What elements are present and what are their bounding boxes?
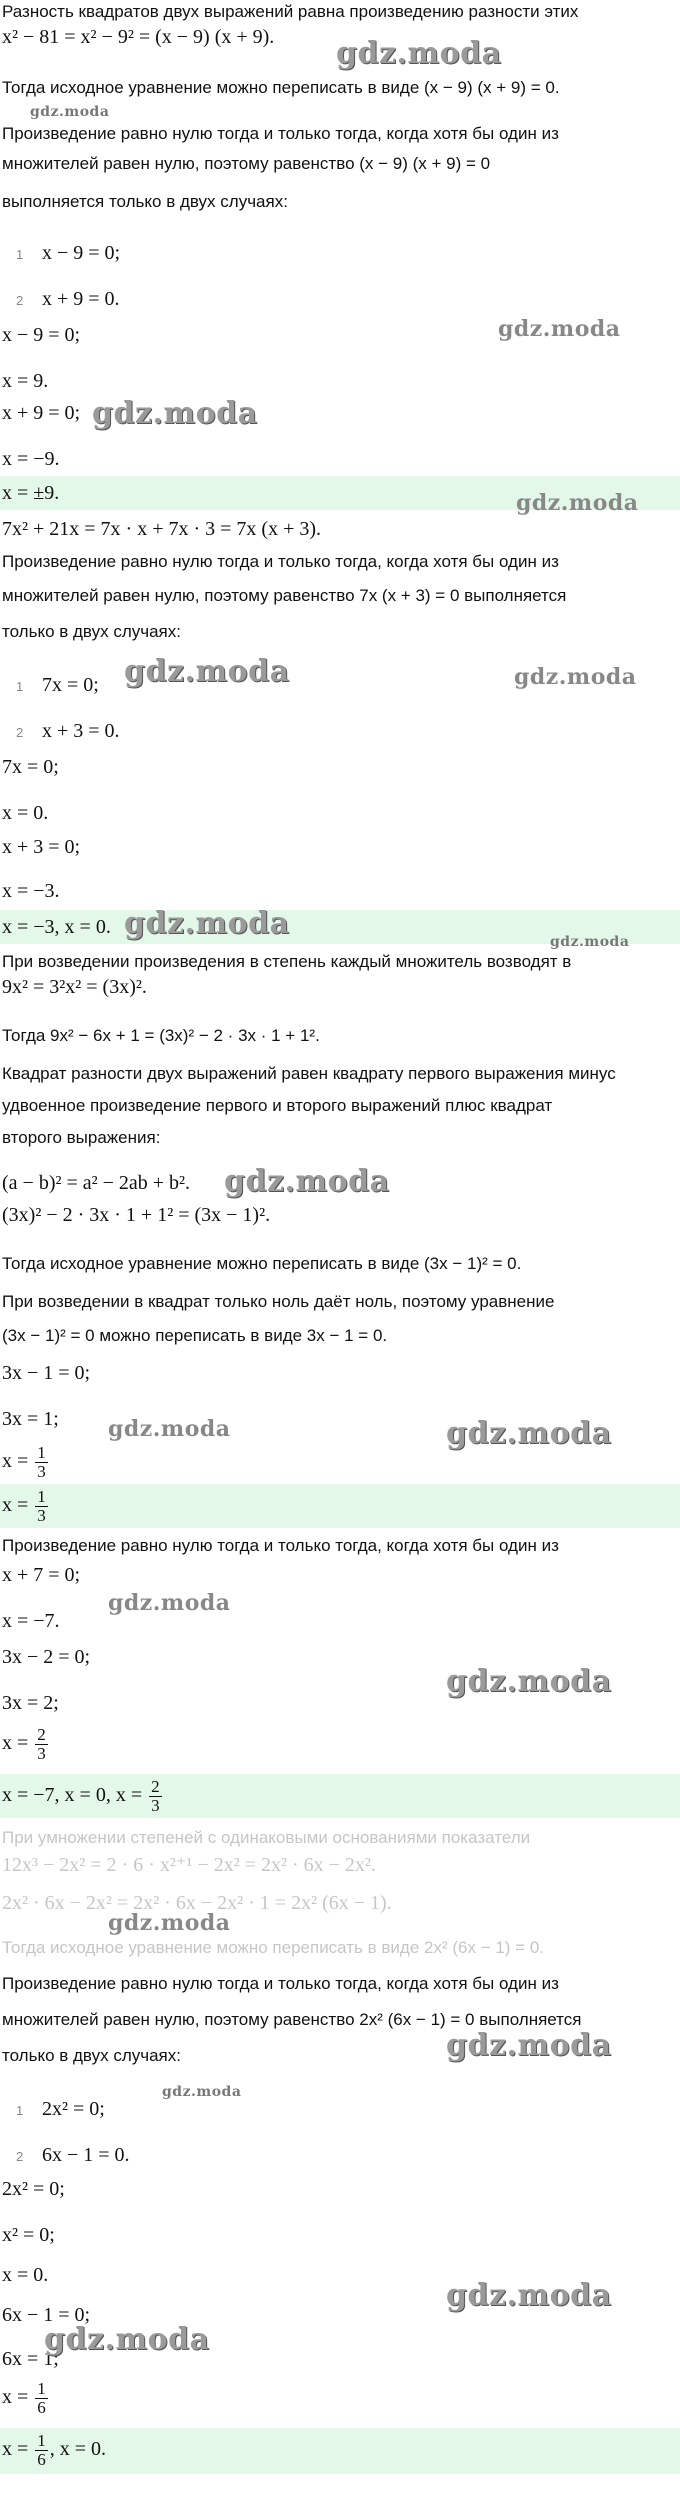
fraction bbox=[35, 1444, 48, 1481]
solution-step bbox=[2, 1726, 680, 1763]
case-equation: x + 9 = 0. bbox=[42, 288, 120, 310]
fraction-lhs: x = bbox=[2, 1494, 29, 1517]
answer bbox=[2, 2432, 680, 2469]
fraction-denominator: 3 bbox=[37, 1462, 46, 1481]
watermark: gdz.moda bbox=[446, 2028, 612, 2063]
fraction bbox=[35, 2432, 48, 2469]
fraction-lhs: x = bbox=[2, 1450, 29, 1473]
watermark: gdz.moda bbox=[124, 906, 290, 941]
fraction-numerator: 1 bbox=[37, 1487, 46, 1506]
case-equation: x − 9 = 0; bbox=[42, 242, 121, 264]
text-line: Тогда исходное уравнение можно переписать в виде (3x − 1)² = 0. bbox=[2, 1254, 522, 1273]
watermark: gdz.moda bbox=[108, 1910, 231, 1936]
fraction-numerator: 1 bbox=[37, 2431, 46, 2450]
fraction-denominator: 6 bbox=[37, 2398, 46, 2417]
solution-step: 2x² = 0; bbox=[2, 2178, 65, 2200]
case-item bbox=[2, 2096, 680, 2124]
solution-step: 7x = 0; bbox=[2, 756, 59, 778]
watermark: gdz.moda bbox=[108, 1590, 231, 1616]
answer bbox=[2, 1778, 680, 1815]
solution-step: x − 9 = 0; bbox=[2, 324, 81, 346]
answer: x = ±9. bbox=[2, 482, 60, 504]
text-line: выполняется только в двух случаях: bbox=[2, 192, 288, 211]
watermark: gdz.moda bbox=[124, 654, 290, 689]
case-number: 2 bbox=[16, 2149, 24, 2164]
text-line: только в двух случаях: bbox=[2, 622, 181, 641]
fraction bbox=[35, 1488, 48, 1525]
text-line: удвоенное произведение первого и второго выражений плюс квадрат bbox=[2, 1096, 553, 1115]
watermark: gdz.moda bbox=[108, 1416, 231, 1442]
text-line: второго выражения: bbox=[2, 1128, 161, 1147]
equation: 7x² + 21x = 7x · x + 7x · 3 = 7x (x + 3). bbox=[2, 518, 322, 540]
fraction-lhs: x = bbox=[2, 2386, 29, 2409]
answer: x = −3, x = 0. bbox=[2, 916, 111, 938]
fraction-numerator: 2 bbox=[37, 1725, 46, 1744]
text-line: (3x − 1)² = 0 можно переписать в виде 3x − 1 = 0. bbox=[2, 1326, 388, 1345]
text-line: Разность квадратов двух выражений равна произведению разности этих bbox=[2, 2, 579, 21]
watermark: gdz.moda bbox=[162, 2084, 242, 2100]
solution-step: x + 7 = 0; bbox=[2, 1564, 81, 1586]
watermark: gdz.moda bbox=[516, 490, 639, 516]
text-line: Тогда исходное уравнение можно переписать в виде (x − 9) (x + 9) = 0. bbox=[2, 78, 560, 97]
watermark: gdz.moda bbox=[446, 2278, 612, 2313]
fraction-numerator: 2 bbox=[151, 1777, 160, 1796]
fraction-numerator: 1 bbox=[37, 2379, 46, 2398]
equation: (3x)² − 2 · 3x · 1 + 1² = (3x − 1)². bbox=[2, 1204, 271, 1226]
text-line: Произведение равно нулю тогда и только тогда, когда хотя бы один из bbox=[2, 124, 559, 143]
text-line: Произведение равно нулю тогда и только тогда, когда хотя бы один из bbox=[2, 1536, 559, 1555]
watermark: gdz.moda bbox=[446, 1664, 612, 1699]
solution-step: 3x = 2; bbox=[2, 1692, 59, 1714]
solution-step: x = −9. bbox=[2, 448, 60, 470]
case-number: 1 bbox=[16, 679, 24, 694]
solution-step bbox=[2, 2380, 680, 2417]
fraction bbox=[35, 1726, 48, 1763]
case-number: 1 bbox=[16, 2103, 24, 2118]
text-line: Квадрат разности двух выражений равен квадрату первого выражения минус bbox=[2, 1064, 616, 1083]
equation: (a − b)² = a² − 2ab + b². bbox=[2, 1172, 191, 1194]
answer-highlight bbox=[0, 2428, 680, 2474]
faded-text-line: При умножении степеней с одинаковыми основаниями показатели bbox=[2, 1828, 531, 1847]
fraction-denominator: 6 bbox=[37, 2450, 46, 2469]
solution-step: 6x − 1 = 0; bbox=[2, 2304, 91, 2326]
fraction-denominator: 3 bbox=[37, 1744, 46, 1763]
solution-step: x = 0. bbox=[2, 2264, 49, 2286]
solution-step: 6x = 1; bbox=[2, 2348, 59, 2370]
case-equation: 7x = 0; bbox=[42, 674, 99, 696]
text-line: множителей равен нулю, поэтому равенство 7x (x + 3) = 0 выполняется bbox=[2, 586, 567, 605]
solution-step: x = −3. bbox=[2, 880, 60, 902]
text-line: При возведении произведения в степень каждый множитель возводят в bbox=[2, 952, 572, 971]
text-line: множителей равен нулю, поэтому равенство 2x² (6x − 1) = 0 выполняется bbox=[2, 2010, 582, 2029]
watermark: gdz.moda bbox=[44, 2322, 210, 2357]
watermark: gdz.moda bbox=[550, 934, 630, 950]
fraction-numerator: 1 bbox=[37, 1443, 46, 1462]
case-equation: x + 3 = 0. bbox=[42, 720, 120, 742]
solution-step: x = −7. bbox=[2, 1610, 60, 1632]
fraction-lhs: x = bbox=[2, 2438, 29, 2461]
answer-rhs: , x = 0. bbox=[49, 2438, 107, 2461]
solution-step: 3x − 1 = 0; bbox=[2, 1362, 91, 1384]
faded-equation: 2x² · 6x − 2x² = 2x² · 6x − 2x² · 1 = 2x² (6x − 1). bbox=[2, 1892, 392, 1914]
answer-highlight bbox=[0, 1774, 680, 1818]
solution-step: x² = 0; bbox=[2, 2224, 55, 2246]
equation: 9x² = 3²x² = (3x)². bbox=[2, 976, 147, 998]
case-item bbox=[2, 718, 680, 746]
text-line: Произведение равно нулю тогда и только тогда, когда хотя бы один из bbox=[2, 552, 559, 571]
watermark: gdz.moda bbox=[224, 1164, 390, 1199]
solution-step: x = 0. bbox=[2, 802, 49, 824]
watermark: gdz.moda bbox=[30, 104, 110, 120]
case-number: 2 bbox=[16, 725, 24, 740]
solution-step: x = 9. bbox=[2, 370, 49, 392]
answer bbox=[2, 1488, 680, 1525]
fraction bbox=[35, 2380, 48, 2417]
watermark: gdz.moda bbox=[336, 36, 502, 71]
fraction bbox=[149, 1778, 162, 1815]
fraction-denominator: 3 bbox=[37, 1506, 46, 1525]
faded-equation: 12x³ − 2x² = 2 · 6 · x²⁺¹ − 2x² = 2x² · 6x − 2x². bbox=[2, 1854, 376, 1876]
solution-step: x + 9 = 0; bbox=[2, 402, 81, 424]
case-item bbox=[2, 286, 680, 314]
watermark: gdz.moda bbox=[514, 664, 637, 690]
case-item bbox=[2, 2142, 680, 2170]
case-number: 1 bbox=[16, 247, 24, 262]
fraction-lhs: x = −7, x = 0, x = bbox=[2, 1784, 143, 1807]
watermark: gdz.moda bbox=[446, 1416, 612, 1451]
case-equation: 2x² = 0; bbox=[42, 2098, 105, 2120]
equation: x² − 81 = x² − 9² = (x − 9) (x + 9). bbox=[2, 26, 275, 48]
case-number: 2 bbox=[16, 293, 24, 308]
faded-text-line: Тогда исходное уравнение можно переписать в виде 2x² (6x − 1) = 0. bbox=[2, 1938, 545, 1957]
text-line: Тогда 9x² − 6x + 1 = (3x)² − 2 · 3x · 1 + 1². bbox=[2, 1026, 320, 1045]
case-item bbox=[2, 240, 680, 268]
watermark: gdz.moda bbox=[498, 316, 621, 342]
answer-highlight bbox=[0, 1484, 680, 1528]
solution-step: 3x − 2 = 0; bbox=[2, 1646, 91, 1668]
watermark: gdz.moda bbox=[92, 396, 258, 431]
solution-step: x + 3 = 0; bbox=[2, 836, 81, 858]
fraction-denominator: 3 bbox=[151, 1796, 160, 1815]
fraction-lhs: x = bbox=[2, 1732, 29, 1755]
text-line: только в двух случаях: bbox=[2, 2046, 181, 2065]
text-line: Произведение равно нулю тогда и только тогда, когда хотя бы один из bbox=[2, 1974, 559, 1993]
solution-step: 3x = 1; bbox=[2, 1408, 59, 1430]
text-line: При возведении в квадрат только ноль даёт ноль, поэтому уравнение bbox=[2, 1292, 555, 1311]
case-equation: 6x − 1 = 0. bbox=[42, 2144, 130, 2166]
text-line: множителей равен нулю, поэтому равенство (x − 9) (x + 9) = 0 bbox=[2, 154, 491, 173]
